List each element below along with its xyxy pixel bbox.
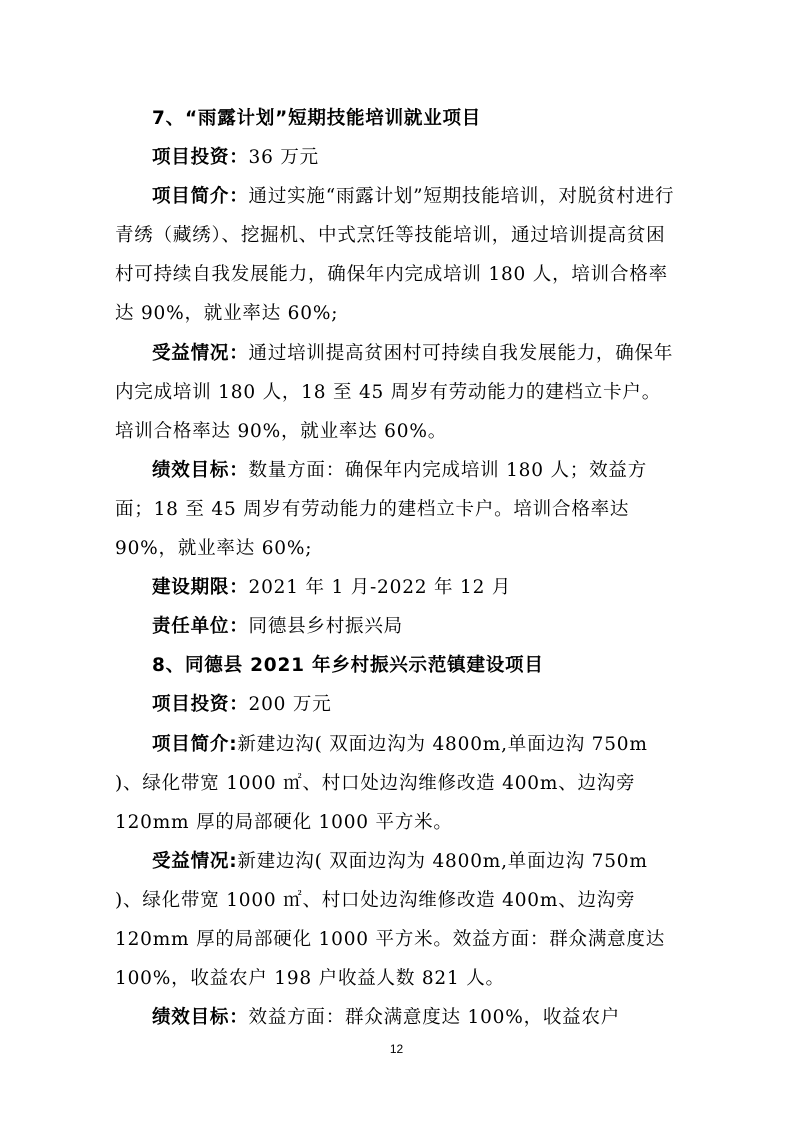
benefit-text: 新建边沟( 双面边沟为 4800m,单面边沟 750m )、绿化带宽 1000 ㎡、村口处边沟维修改造 400m、边沟旁 120mm 厚的局部硬化 1000 平方米。效益方面：群众满意度达 100%，收益农户 198 户收益人数 821 人。	[115, 850, 666, 990]
project-7-period	[115, 568, 675, 607]
goal-label: 绩效目标：	[152, 459, 249, 481]
project-8-heading: 8、同德县 2021 年乡村振兴示范镇建设项目	[152, 655, 544, 677]
goal-text: 数量方面：确保年内完成培训 180 人；效益方面；18 至 45 周岁有劳动能力的建档立卡户。培训合格率达 90%，就业率达 60%;	[115, 459, 647, 560]
investment-label: 项目投资：	[152, 147, 249, 169]
project-8-investment	[115, 685, 675, 724]
project-7-unit	[115, 607, 675, 646]
page-number: 12	[389, 1042, 404, 1056]
project-8-benefit	[115, 842, 675, 998]
intro-label: 项目简介:	[152, 733, 238, 755]
unit-label: 责任单位：	[152, 616, 249, 638]
project-8-intro	[115, 725, 675, 842]
investment-value: 36 万元	[248, 147, 319, 169]
investment-label: 项目投资：	[152, 694, 249, 716]
project-7-goal	[115, 451, 675, 568]
benefit-text: 通过培训提高贫困村可持续自我发展能力，确保年内完成培训 180 人，18 至 45 周岁有劳动能力的建档立卡户。培训合格率达 90%，就业率达 60%。	[115, 342, 674, 442]
unit-value: 同德县乡村振兴局	[248, 616, 403, 638]
document-body	[115, 99, 675, 1037]
benefit-label: 受益情况:	[152, 850, 238, 872]
goal-text: 效益方面：群众满意度达 100%，收益农户	[248, 1007, 621, 1029]
intro-text: 通过实施“雨露计划”短期技能培训，对脱贫村进行青绣（藏绣）、挖掘机、中式烹饪等技能培训，通过培训提高贫困村可持续自我发展能力，确保年内完成培训 180 人，培训合格率达 90%，就业率达 60%;	[115, 186, 675, 325]
project-7-benefit	[115, 334, 675, 451]
project-7-intro	[115, 177, 675, 333]
intro-label: 项目简介：	[152, 186, 249, 208]
period-label: 建设期限：	[152, 577, 249, 599]
project-7-heading: 7、“雨露计划”短期技能培训就业项目	[152, 108, 482, 129]
intro-text: 新建边沟( 双面边沟为 4800m,单面边沟 750m )、绿化带宽 1000 ㎡、村口处边沟维修改造 400m、边沟旁 120mm 厚的局部硬化 1000 平方米。	[115, 733, 648, 833]
goal-label: 绩效目标：	[152, 1007, 249, 1029]
project-8-goal	[115, 998, 675, 1037]
investment-value: 200 万元	[248, 694, 332, 716]
benefit-label: 受益情况：	[152, 342, 249, 364]
period-value: 2021 年 1 月-2022 年 12 月	[248, 577, 512, 599]
project-7-investment	[115, 138, 675, 177]
